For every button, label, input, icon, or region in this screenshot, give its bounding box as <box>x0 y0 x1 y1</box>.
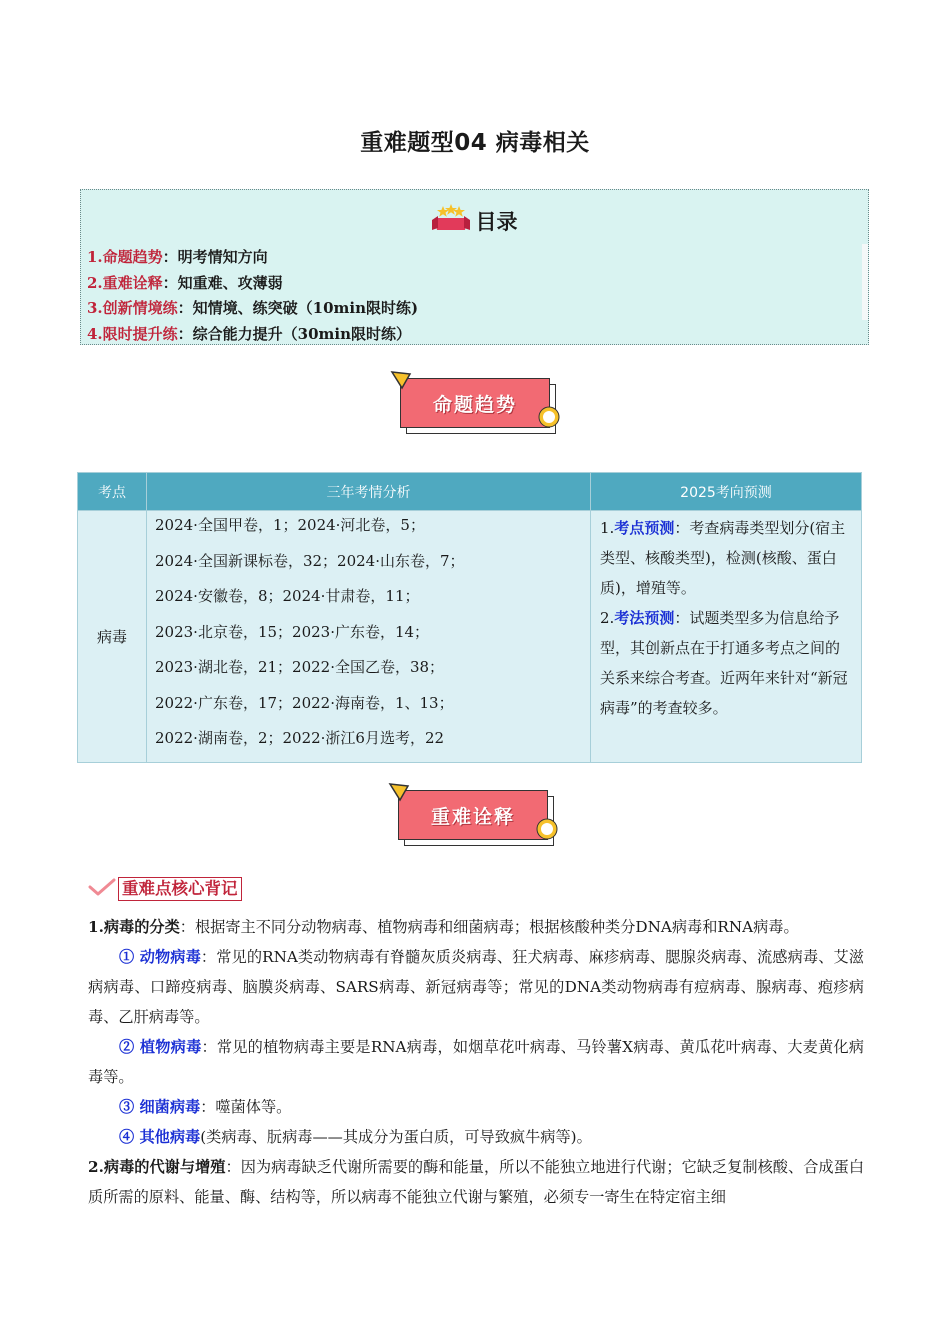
prediction-key: 考法预测 <box>614 609 675 627</box>
toc-item-key: 4.限时提升练 <box>87 324 178 343</box>
analysis-line: 2024·全国甲卷，1；2024·河北卷，5； <box>155 516 425 534</box>
header-analysis: 三年考情分析 <box>147 473 591 511</box>
paragraph <box>88 942 864 1032</box>
banner-label: 重难诠释 <box>430 805 515 828</box>
analysis-line: 2022·广东卷，17；2022·海南卷，1、13； <box>155 693 454 712</box>
analysis-line: 2023·湖北卷，21；2022·全国乙卷，38； <box>155 658 445 676</box>
paragraph-text: ：噬菌体等。 <box>200 1098 292 1116</box>
prediction-text: ：考查病毒类型划分(宿主类型、核酸类型)，检测(核酸、蛋白质)，增殖等。 <box>600 519 846 597</box>
prediction-num: 1. <box>600 519 615 537</box>
prediction-item <box>600 513 853 603</box>
topic-cell: 病毒 <box>78 511 147 763</box>
trend-banner <box>400 378 560 440</box>
header-prediction: 2025考向预测 <box>591 473 862 511</box>
prediction-num: 2. <box>600 609 615 627</box>
section-heading <box>88 877 242 901</box>
toc-item-text: ：综合能力提升（30min限时练） <box>177 324 412 343</box>
paragraph-text: ：因为病毒缺乏代谢所需要的酶和能量，所以不能独立地进行代谢；它缺乏复制核酸、合成蛋白质所需的原料、能量、酶、结构等，所以病毒不能独立代谢与繁殖，必须专一寄生在特定宿主细 <box>88 1158 865 1206</box>
toc-item-text: ：明考情知方向 <box>162 248 268 266</box>
explain-banner <box>398 790 558 852</box>
ring-icon <box>538 406 560 432</box>
paragraph-key: 1.病毒的分类 <box>88 918 180 936</box>
crown-icon <box>432 204 470 238</box>
checkmark-icon <box>88 877 116 901</box>
analysis-line: 2023·北京卷，15；2023·广东卷，14； <box>155 622 430 641</box>
paragraph <box>88 1152 864 1212</box>
paragraph-text: (类病毒、朊病毒——其成分为蛋白质，可导致疯牛病等)。 <box>200 1128 592 1146</box>
header-topic: 考点 <box>78 473 147 511</box>
paragraph <box>88 1032 864 1092</box>
toc-item-key: 3.创新情境练 <box>87 299 178 317</box>
toc-item[interactable] <box>87 245 418 271</box>
paragraph-text: ：根据寄主不同分动物病毒、植物病毒和细菌病毒；根据核酸种类分DNA病毒和RNA病毒。 <box>179 918 799 936</box>
prediction-cell <box>591 511 862 763</box>
paragraph-key: ① 动物病毒 <box>119 948 201 966</box>
paragraph-text: ：常见的植物病毒主要是RNA病毒，如烟草花叶病毒、马铃薯X病毒、黄瓜花叶病毒、大麦黄化病毒等。 <box>88 1038 864 1086</box>
toc-item[interactable] <box>87 296 418 322</box>
toc-box <box>80 189 869 345</box>
paragraph-key: ③ 细菌病毒 <box>119 1098 201 1116</box>
toc-item-text: ：知情境、练突破（10min限时练) <box>177 299 419 317</box>
prediction-key: 考点预测 <box>614 519 675 537</box>
paragraph-key: ② 植物病毒 <box>119 1038 202 1056</box>
toc-item-text: ：知重难、攻薄弱 <box>162 273 283 292</box>
page-title: 重难题型04 病毒相关 <box>360 130 590 156</box>
trend-table <box>77 472 862 763</box>
toc-item[interactable] <box>87 322 418 348</box>
body-text <box>88 912 864 1212</box>
flag-icon <box>390 370 412 394</box>
table-row <box>78 511 862 763</box>
toc-side-bar <box>862 244 868 320</box>
toc-heading: 目录 <box>475 210 518 234</box>
ring-icon <box>536 818 558 844</box>
banner-plate <box>400 378 550 428</box>
analysis-cell <box>147 511 591 763</box>
toc-list <box>87 245 418 347</box>
analysis-line: 2024·安徽卷，8；2024·甘肃卷，11； <box>155 587 420 605</box>
toc-header <box>81 204 868 238</box>
table-header-row <box>78 473 862 511</box>
banner-plate <box>398 790 548 840</box>
toc-item-key: 2.重难诠释 <box>87 273 163 292</box>
paragraph-text: ：常见的RNA类动物病毒有脊髓灰质炎病毒、狂犬病毒、麻疹病毒、腮腺炎病毒、流感病毒、艾滋病病毒、口蹄疫病毒、脑膜炎病毒、SARS病毒、新冠病毒等；常见的DNA类动物病毒有痘病毒、腺病毒、疱疹病毒、乙肝病毒等。 <box>88 948 864 1026</box>
flag-icon <box>388 782 410 806</box>
paragraph-key: 2.病毒的代谢与增殖 <box>88 1158 226 1176</box>
banner-label: 命题趋势 <box>432 393 517 416</box>
analysis-line: 2024·全国新课标卷，32；2024·山东卷，7； <box>155 551 465 570</box>
prediction-item <box>600 603 853 723</box>
paragraph <box>88 1122 864 1152</box>
prediction-text: ：试题类型多为信息给予型，其创新点在于打通多考点之间的关系来综合考查。近两年来针对“新冠病毒”的考查较多。 <box>600 609 848 717</box>
analysis-line: 2022·湖南卷，2；2022·浙江6月选考，22 <box>155 729 445 747</box>
paragraph-key: ④ 其他病毒 <box>119 1128 201 1146</box>
toc-item[interactable] <box>87 271 418 297</box>
paragraph <box>88 912 864 942</box>
toc-item-key: 1.命题趋势 <box>87 248 163 266</box>
section-heading-label: 重难点核心背记 <box>118 877 242 901</box>
paragraph <box>88 1092 864 1122</box>
